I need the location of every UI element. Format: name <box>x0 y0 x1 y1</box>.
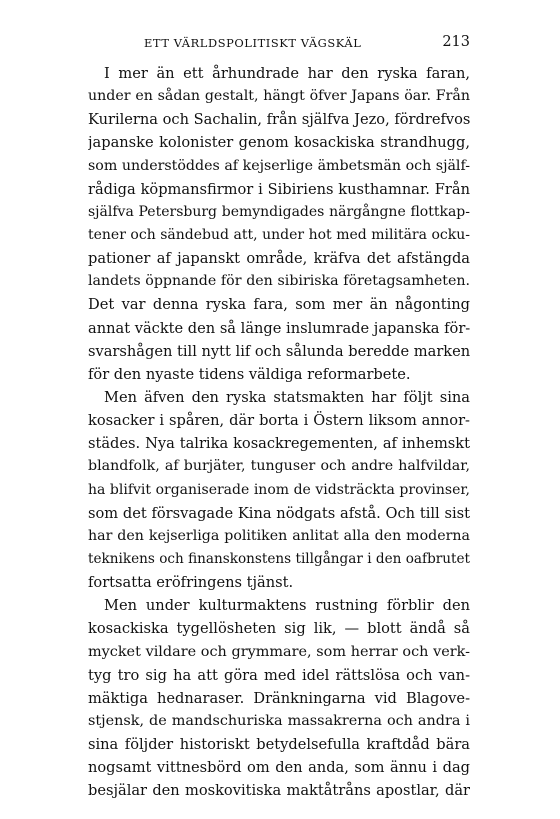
text-line: landets öppnande för den sibiriska företagsamheten. <box>88 273 470 290</box>
text-line: tener och sändebud att, under hot med militära ocku- <box>88 226 470 243</box>
text-line: svarshågen till nytt lif och sålunda beredde marken <box>88 342 470 360</box>
text-line: I mer än ett århundrade har den ryska faran, <box>104 65 470 82</box>
text-line: nogsamt vittnesbörd om den anda, som ännu i dag <box>88 759 470 777</box>
text-line: tyg tro sig ha att göra med idel rättslösa och van- <box>88 666 470 684</box>
text-line: mycket vildare och grymmare, som herrar och verk- <box>88 643 470 660</box>
text-line: annat väckte den så länge inslumrade japanska för- <box>88 319 470 337</box>
text-line: ha blifvit organiserade inom de vidsträckta provinser, <box>88 481 470 498</box>
text-line: som det försvagade Kina nödgats afstå. Och till sist <box>88 504 470 522</box>
text-line: kosacker i spåren, där borta i Östern liksom annor- <box>88 412 470 430</box>
text-line: stjensk, de mandschuriska massakrerna och andra i <box>88 712 470 729</box>
body-text <box>88 62 470 803</box>
text-line: som understöddes af kejserlige ämbetsmän och själf- <box>88 157 470 174</box>
text-line: kosackiska tygellösheten sig lik, — blott ändå så <box>88 620 470 638</box>
text-line: under en sådan gestalt, hängt öfver Japans öar. Från <box>88 88 470 105</box>
text-line: japanske kolonister genom kosackiska strandhugg, <box>88 134 470 152</box>
running-header <box>88 34 470 54</box>
text-line: för den nyaste tidens väldiga reformarbete. <box>88 365 411 383</box>
page-number: 213 <box>442 34 470 50</box>
text-line: pationer af japanskt område, kräfva det afstängda <box>88 250 470 268</box>
text-line: blandfolk, af burjäter, tunguser och andre halfvildar, <box>88 458 470 475</box>
text-line: teknikens och finanskonstens tillgångar i den oafbrutet <box>88 550 470 567</box>
text-line: fortsatta eröfringens tjänst. <box>88 574 294 592</box>
text-line: besjälar den moskovitiska maktåtråns apostlar, där <box>88 782 470 800</box>
running-title: ETT VÄRLDSPOLITISKT VÄGSKÄL <box>144 36 362 50</box>
text-line: Men under kulturmaktens rustning förblir den <box>104 597 470 615</box>
text-line: Men äfven den ryska statsmakten har följt sina <box>104 388 470 406</box>
text-line: har den kejserliga politiken anlitat alla den moderna <box>88 527 470 544</box>
text-line: städes. Nya talrika kosackregementen, af inhemskt <box>88 435 470 453</box>
text-line: Kurilerna och Sachalin, från själfva Jezo, fördrefvos <box>88 111 470 129</box>
text-line: själfva Petersburg bemyndigades närgångne flottkap- <box>88 203 470 220</box>
text-line: Det var denna ryska fara, som mer än någonting <box>88 296 470 314</box>
text-line: mäktiga hednaraser. Dränkningarna vid Blagove- <box>88 689 470 707</box>
text-line: rådiga köpmansfirmor i Sibiriens kusthamnar. Från <box>88 180 470 198</box>
text-line: sina följder historiskt betydelsefulla kraftdåd bära <box>88 736 470 754</box>
